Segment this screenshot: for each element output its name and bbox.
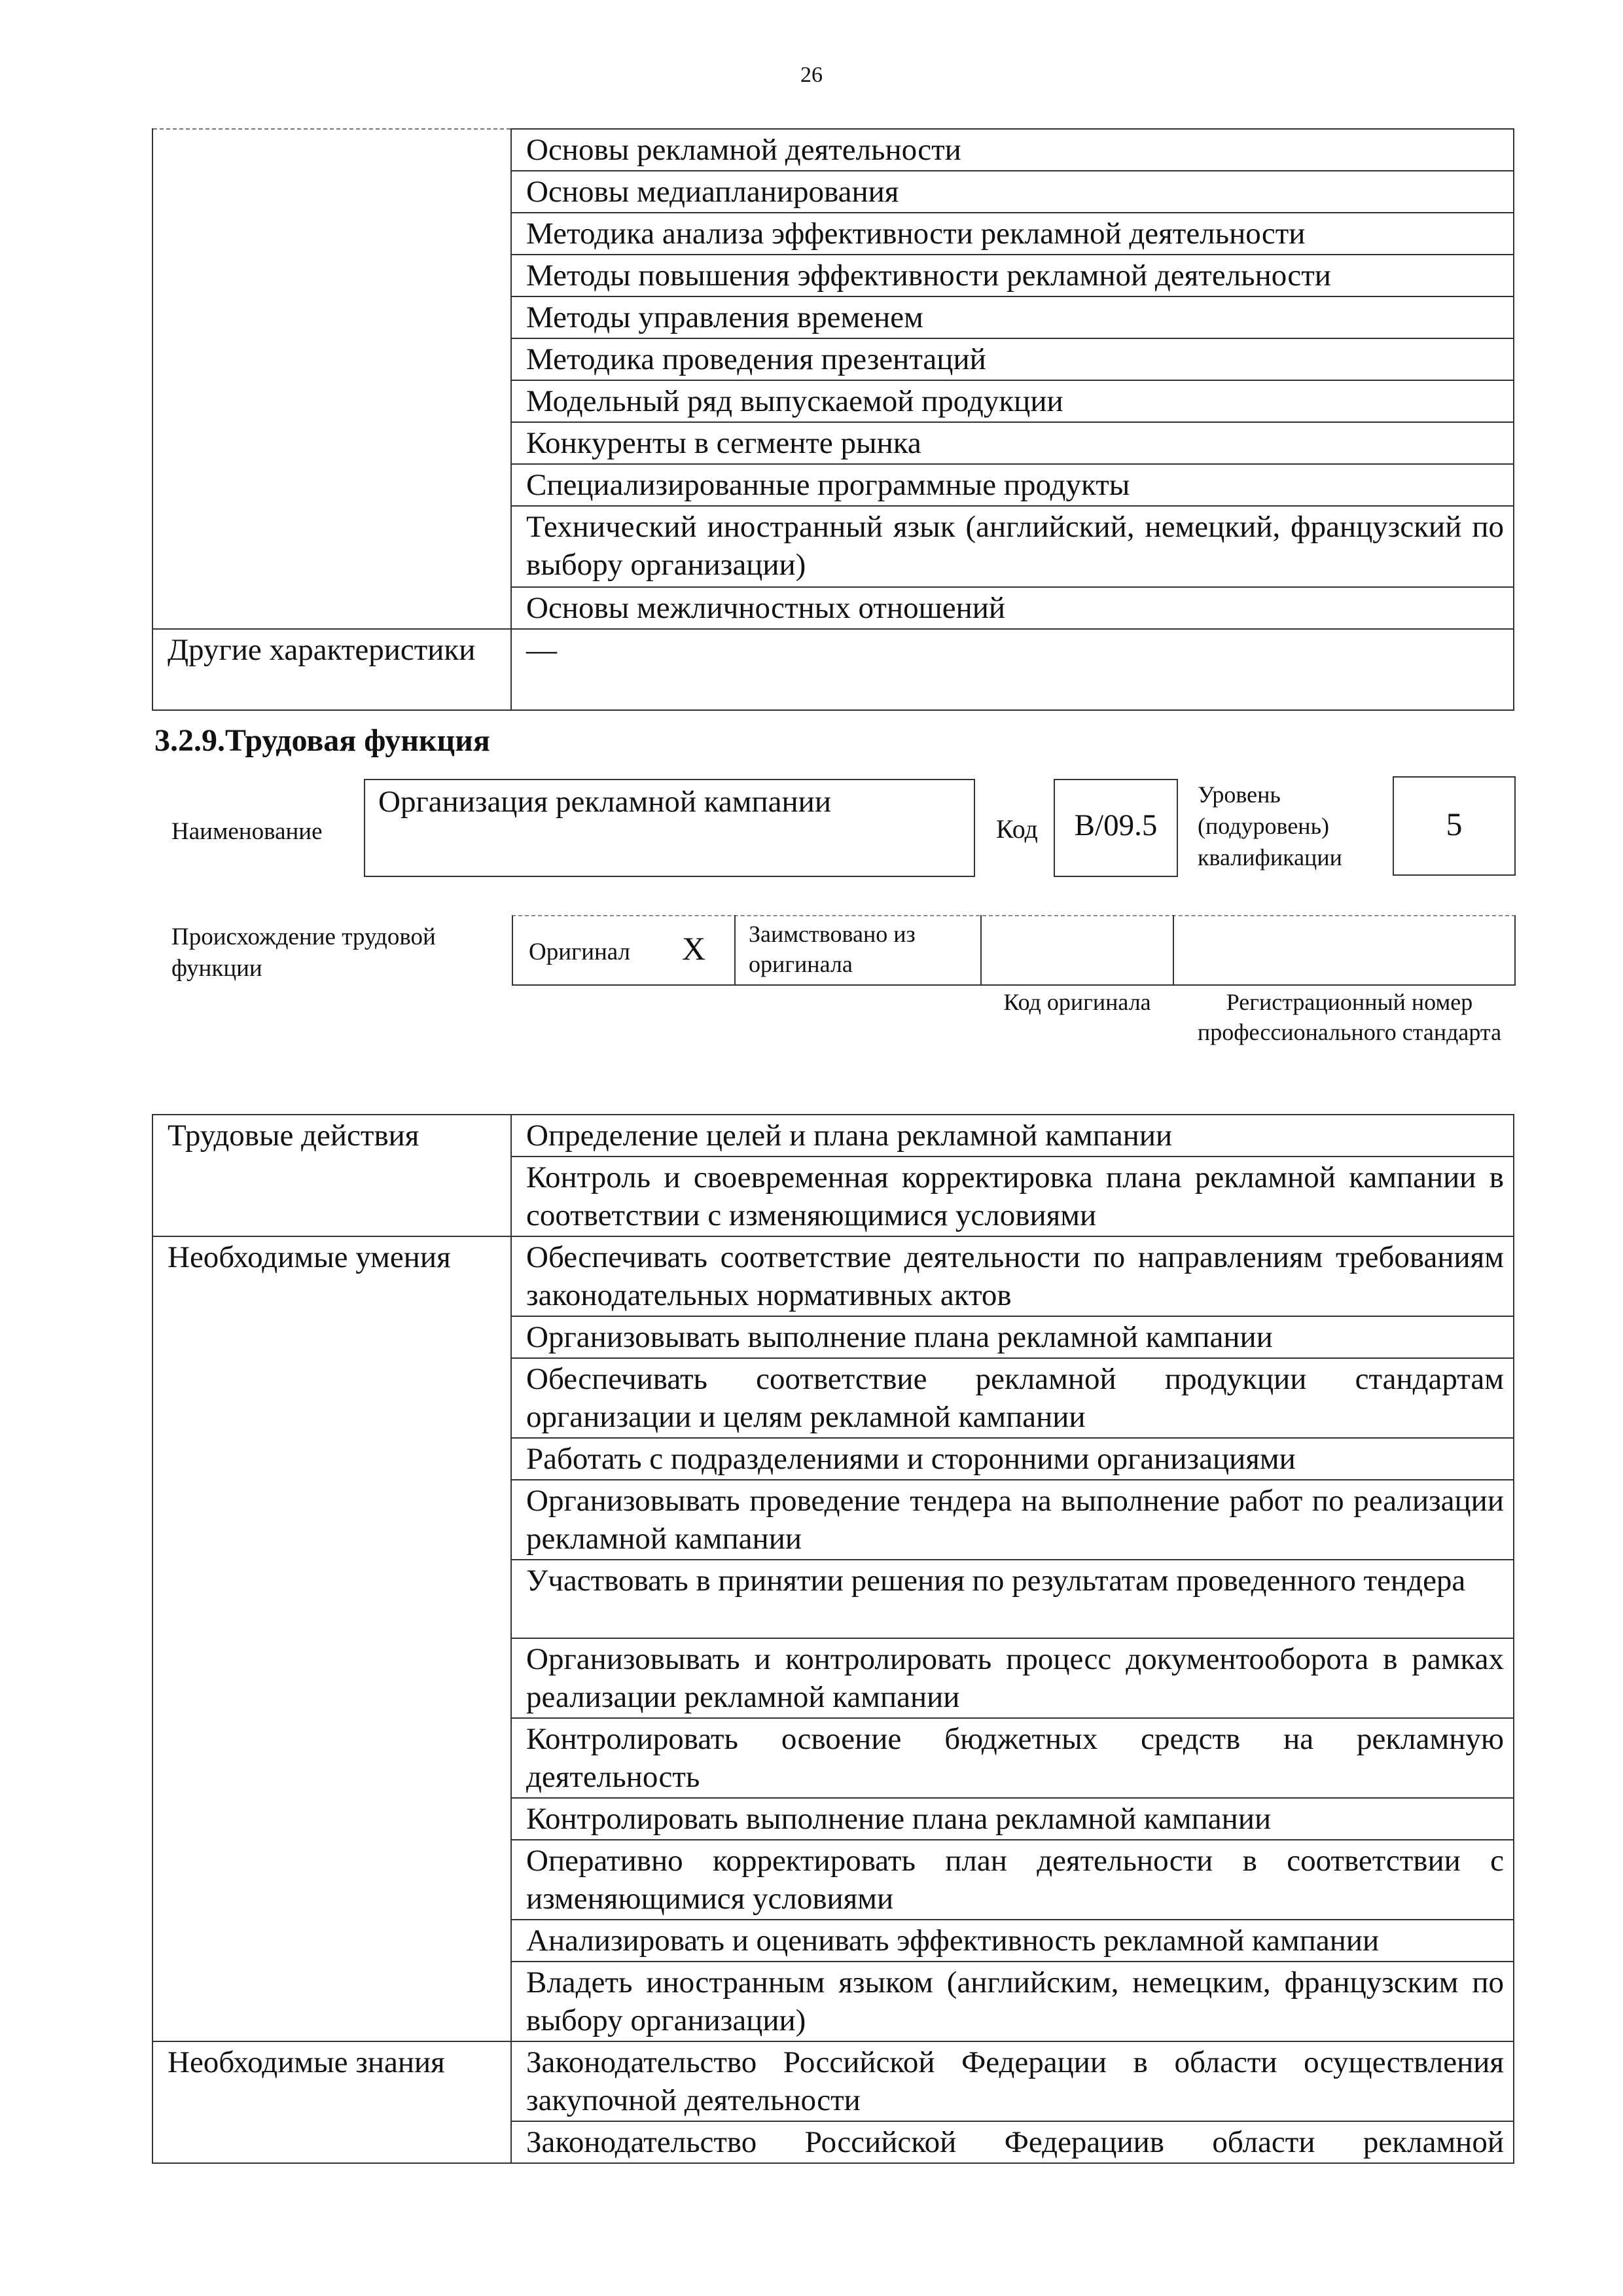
skill-item: Обеспечивать соответствие рекламной продукции стандартам организации и целям рекламной кампании [511, 1358, 1514, 1438]
knowledge-item: Методы повышения эффективности рекламной деятельности [511, 255, 1514, 296]
actions-label: Трудовые действия [152, 1115, 511, 1236]
level-value: 5 [1446, 806, 1463, 842]
origin-divider [734, 915, 736, 984]
skill-item: Владеть иностранным языком (английским, немецким, французским по выбору организации) [511, 1962, 1514, 2041]
skill-item: Анализировать и оценивать эффективность рекламной кампании [511, 1920, 1514, 1962]
page-number: 26 [800, 63, 823, 87]
knowledge-item: Основы рекламной деятельности [511, 129, 1514, 171]
action-item: Контроль и своевременная корректировка плана рекламной кампании в соответствии с изменяющимися условиями [511, 1157, 1514, 1236]
level-box [1393, 776, 1516, 876]
origin-divider [980, 915, 982, 984]
knowledge-item: Законодательство Российской Федерации в области осуществления закупочной деятельности [511, 2041, 1514, 2121]
knowledge-table-continued [152, 128, 1514, 711]
name-value: Организация рекламной кампании [378, 785, 831, 819]
skill-item: Организовывать проведение тендера на выполнение работ по реализации рекламной кампании [511, 1480, 1514, 1560]
name-box [364, 779, 975, 877]
original-mark: X [682, 930, 706, 967]
original-label: Оригинал [529, 939, 631, 965]
knowledge-item: Основы межличностных отношений [511, 587, 1514, 629]
code-box [1054, 779, 1178, 877]
knowledge-item: Методы управления временем [511, 296, 1514, 338]
skill-item: Работать с подразделениями и сторонними организациями [511, 1438, 1514, 1480]
other-characteristics-label: Другие характеристики [152, 629, 511, 710]
code-original-caption: Код оригинала [1003, 989, 1151, 1015]
origin-label: Происхождение трудовой функции [171, 924, 436, 982]
knowledge-item: Методика анализа эффективности рекламной деятельности [511, 213, 1514, 255]
skill-item: Участвовать в принятии решения по результатам проведенного тендера [511, 1560, 1514, 1638]
knowledge-item: Модельный ряд выпускаемой продукции [511, 380, 1514, 422]
code-label: Код [996, 814, 1038, 844]
skill-item: Обеспечивать соответствие деятельности по направлениям требованиям законодательных нормативных актов [511, 1236, 1514, 1316]
knowledge-label: Необходимые знания [152, 2041, 511, 2163]
section-title: 3.2.9.Трудовая функция [154, 723, 490, 758]
reg-number-caption: Регистрационный номер профессионального стандарта [1197, 989, 1502, 1045]
level-label: Уровень (подуровень) квалификации [1198, 781, 1342, 870]
skills-label: Необходимые умения [152, 1236, 511, 2041]
origin-divider [1173, 915, 1174, 984]
action-item: Определение целей и плана рекламной кампании [511, 1115, 1514, 1157]
code-value: B/09.5 [1074, 808, 1158, 842]
function-details-table [152, 1114, 1514, 2164]
skill-item: Контролировать выполнение плана рекламной кампании [511, 1798, 1514, 1840]
borrowed-label: Заимствовано из оригинала [749, 921, 916, 977]
knowledge-item: Методика проведения презентаций [511, 338, 1514, 380]
skill-item: Оперативно корректировать план деятельности в соответствии с изменяющимися условиями [511, 1840, 1514, 1920]
origin-box [512, 915, 1516, 986]
other-characteristics-value: — [511, 629, 1514, 710]
knowledge-item: Технический иностранный язык (английский, немецкий, французский по выбору организации) [511, 506, 1514, 587]
skill-item: Организовывать и контролировать процесс документооборота в рамках реализации рекламной кампании [511, 1638, 1514, 1718]
name-label: Наименование [171, 818, 323, 845]
knowledge-item: Законодательство Российской Федерациив области рекламной [511, 2121, 1514, 2163]
knowledge-item: Специализированные программные продукты [511, 464, 1514, 506]
continued-label-cell [152, 129, 511, 629]
knowledge-item: Основы медиапланирования [511, 171, 1514, 213]
skill-item: Организовывать выполнение плана рекламной кампании [511, 1316, 1514, 1358]
knowledge-item: Конкуренты в сегменте рынка [511, 422, 1514, 464]
skill-item: Контролировать освоение бюджетных средств на рекламную деятельность [511, 1718, 1514, 1798]
